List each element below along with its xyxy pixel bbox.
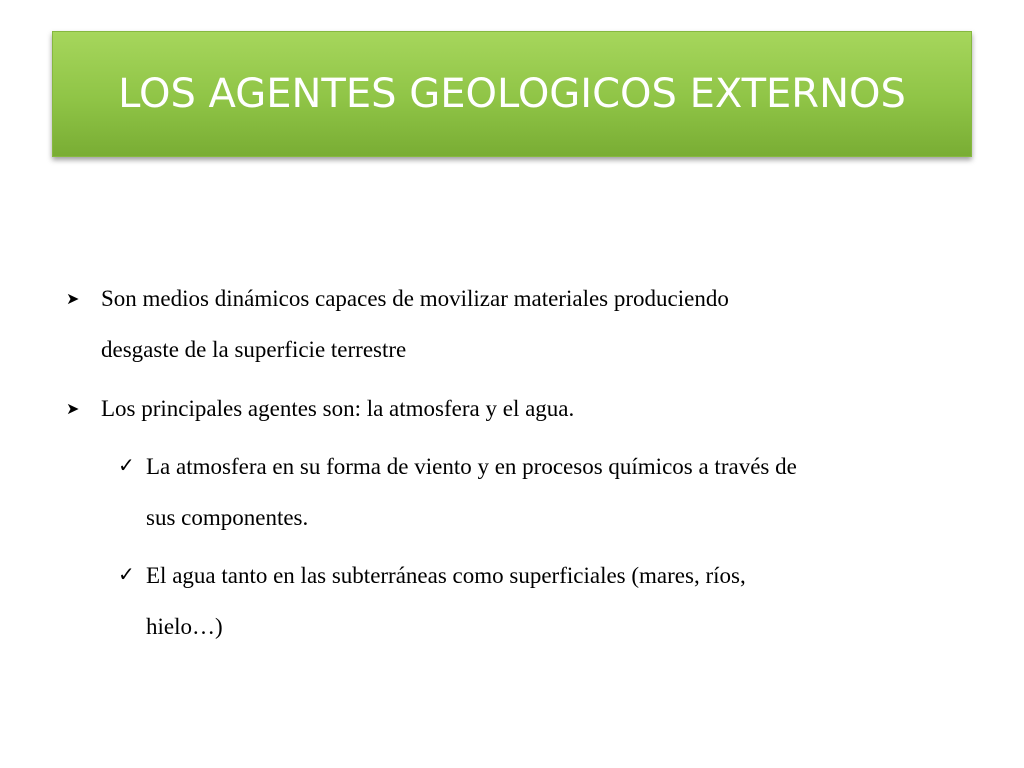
slide-title: LOS AGENTES GEOLOGICOS EXTERNOS (118, 71, 906, 117)
sub-bullet-2-line-1: El agua tanto en las subterráneas como superficiales (mares, ríos, (146, 563, 746, 588)
arrow-bullet-icon: ➤ (66, 399, 80, 418)
sub-bullet-2-line-2: hielo…) (146, 614, 223, 639)
bullet-1-line-2: desgaste de la superficie terrestre (101, 337, 407, 362)
check-bullet-icon: ✓ (118, 562, 135, 586)
bullet-1-line-1: Son medios dinámicos capaces de movilizar materiales produciendo (101, 286, 729, 311)
check-bullet-icon: ✓ (118, 453, 135, 477)
sub-bullet-1-line-1: La atmosfera en su forma de viento y en procesos químicos a través de (146, 454, 797, 479)
arrow-bullet-icon: ➤ (66, 289, 80, 308)
bullet-2-line-1: Los principales agentes son: la atmosfera y el agua. (101, 396, 575, 421)
sub-bullet-1-line-2: sus componentes. (146, 505, 309, 530)
